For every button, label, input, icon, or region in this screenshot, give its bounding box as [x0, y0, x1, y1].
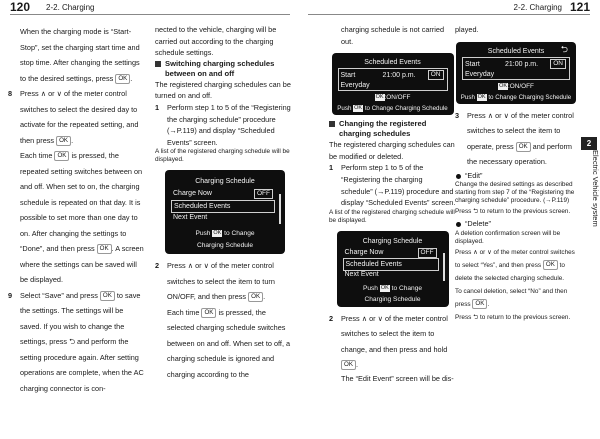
ok-key-icon: OK: [97, 244, 112, 254]
screen-title: Scheduled Events: [487, 47, 545, 55]
screen-row: Next Event: [173, 214, 208, 222]
back-icon: ⮌: [560, 43, 568, 54]
paragraph: nected to the vehicle, charging will be carried out according to the charging schedule settings.: [155, 25, 277, 58]
bullet-edit: “Edit”: [455, 170, 577, 182]
screen-row: Charge Now OFF: [343, 247, 439, 258]
screen-hint: Charging Schedule: [364, 295, 421, 303]
ok-key-icon: OK: [56, 136, 71, 146]
ok-key-icon: OK: [213, 230, 222, 237]
screen-hint: Charging Schedule: [196, 242, 254, 250]
up-arrow-icon: ∧: [473, 248, 478, 256]
paragraph: played.: [455, 25, 479, 34]
back-icon: ⮌: [473, 313, 479, 321]
up-arrow-icon: ∧: [40, 89, 47, 98]
step-3: 3 Press ∧ or ∨ of the meter control switches to select the item to operate, press OK and perform the necessary operation.: [455, 108, 577, 170]
step-number: 9: [8, 290, 13, 300]
screen-title: Charging Schedule: [362, 237, 423, 245]
paragraph: The “Edit Event” screen will be dis-: [341, 373, 454, 383]
meter-screen: [337, 231, 449, 307]
down-arrow-icon: ∨: [56, 89, 62, 98]
screen-hint: Push OK to Change Charging Schedule: [460, 93, 572, 101]
note: Press ⮌ to return to the previous screen.: [455, 208, 571, 216]
meter-screen: [456, 42, 576, 104]
ok-key-icon: OK: [477, 93, 486, 100]
meter-screen: [165, 170, 285, 254]
page-number: 120: [10, 0, 31, 14]
section-title: 2-2. Charging: [513, 3, 562, 12]
screen-hint: Push OK to Change: [362, 284, 423, 292]
step-number: 2: [155, 261, 160, 271]
schedule-entry: Start 21:00 p.m. ON Everyday: [338, 68, 448, 91]
note: Press ∧ or ∨ of the meter control switches to select “Yes”, and then press OK to delete the selected charging schedule.: [455, 248, 575, 282]
ok-key-icon: OK: [115, 74, 130, 84]
on-button: ON: [550, 59, 566, 69]
ok-key-icon: OK: [472, 299, 487, 309]
paragraph: The registered charging schedules can be modified or deleted.: [329, 140, 455, 161]
screen-row-selected: Scheduled Events: [343, 258, 439, 271]
note: A deletion confirmation screen will be displayed.: [455, 229, 561, 245]
step-1: 1 Perform step 1 to 5 of the “Registering the charging schedule” procedure (→P.119) and display “Scheduled Events” screen.: [155, 102, 291, 147]
ok-key-icon: OK: [341, 360, 356, 370]
screen-row-selected: Scheduled Events: [171, 200, 275, 213]
step-number: 3: [455, 110, 460, 120]
column-3: [329, 24, 456, 384]
page-number: 121: [569, 0, 590, 14]
paragraph: Each time OK is pressed, the repeated setting switches between on and off. When set to on, the charging schedule is repeated on that day. It is possible to set more than one day to on. After changing the settings to “Done”, and then press OK . A screen where the settings can be saved will be displayed.: [20, 151, 144, 284]
bullet-dot-icon: [456, 174, 461, 179]
scrollbar: [279, 194, 281, 224]
down-arrow-icon: ∨: [203, 261, 209, 271]
ok-key-icon: OK: [54, 151, 69, 161]
note: Press ⮌ to return to the previous screen.: [455, 313, 571, 321]
scrollbar: [443, 253, 445, 281]
back-icon: ⮌: [69, 337, 75, 346]
screen-title: Scheduled Events: [364, 59, 421, 67]
screen-title: Charging Schedule: [195, 178, 255, 186]
back-icon: ⮌: [473, 208, 479, 216]
ok-key-icon: OK: [248, 292, 263, 302]
up-arrow-icon: ∧: [487, 110, 494, 120]
chapter-label-text: Electric Vehicle system: [591, 150, 600, 227]
meter-screen: [332, 53, 454, 115]
down-arrow-icon: ∨: [377, 313, 383, 323]
on-button: ON: [428, 70, 444, 80]
chapter-label: [592, 150, 600, 270]
off-button: OFF: [254, 189, 273, 199]
step-8: 8 Press ∧ or ∨ of the meter control switches to select the desired day to activate for the repeated setting, and then press OK .: [8, 86, 146, 148]
note: To cancel deletion, select “No” and then press OK .: [455, 287, 568, 308]
ok-key-icon: OK: [100, 291, 115, 301]
down-arrow-icon: ∨: [487, 248, 492, 256]
note: A list of the registered charging schedule will be displayed.: [155, 148, 290, 164]
bullet-dot-icon: [456, 222, 461, 227]
screen-row: Charge Now OFF: [171, 188, 275, 199]
column-1: [8, 24, 146, 396]
header-rule: [10, 14, 290, 15]
square-bullet-icon: [329, 121, 335, 127]
square-bullet-icon: [155, 61, 161, 67]
ok-key-icon: OK: [543, 260, 558, 270]
chapter-tab: 2: [581, 137, 597, 150]
paragraph: Each time OK is pressed, the selected charging schedule switches between on and off. When set to off, a charging schedule is ignored and charging according to the: [167, 307, 291, 379]
step-1: 1 Perform step 1 to 5 of the “Registering the charging schedule” (→P.119) procedure and display “Scheduled Events” screen.: [329, 163, 456, 208]
header-left: [10, 0, 290, 14]
step-2: 2 Press ∧ or ∨ of the meter control switches to select the item to change, and then press and hold OK .: [329, 311, 456, 373]
step-number: 2: [329, 313, 334, 323]
ok-key-icon: OK: [375, 94, 384, 101]
down-arrow-icon: ∨: [503, 110, 509, 120]
step-number: 8: [8, 89, 13, 98]
ok-key-icon: OK: [516, 142, 531, 152]
section-title: 2-2. Charging: [46, 3, 95, 12]
off-button: OFF: [418, 248, 437, 258]
paragraph: charging schedule is not carried out.: [341, 25, 445, 46]
up-arrow-icon: ∧: [361, 313, 368, 323]
schedule-entry: Start 21:00 p.m. ON Everyday: [462, 57, 570, 80]
step-2: 2 Press ∧ or ∨ of the meter control switches to select the item to turn ON/OFF, and then press OK .: [155, 258, 295, 305]
ok-key-icon: OK: [354, 105, 363, 112]
section-heading: Changing the registered charging schedules: [329, 119, 456, 139]
section-heading: Switching charging schedules between on and off: [155, 59, 295, 79]
ok-key-icon: OK: [201, 308, 216, 318]
ok-key-icon: OK: [499, 82, 508, 89]
screen-row: Next Event: [344, 270, 379, 278]
screen-hint: Push OK to Change Charging Schedule: [337, 105, 448, 113]
up-arrow-icon: ∧: [187, 261, 194, 271]
column-4: [455, 24, 577, 324]
ok-key-icon: OK: [380, 284, 389, 291]
paragraph: The registered charging schedules can be turned on and off.: [155, 79, 291, 101]
screen-hint: OK:ON/OFF: [499, 82, 534, 90]
screen-hint: OK:ON/OFF: [375, 94, 411, 102]
note: Change the desired settings as described starting from step 7 of the “Registering the charging schedule” procedure. (→P.119): [455, 181, 575, 205]
paragraph: When the charging mode is “Start-Stop”, set the charging start time and stop time. After changing the settings to the desired settings, press OK .: [20, 27, 140, 83]
header-rule: [308, 14, 590, 15]
screen-hint: Push OK to Change: [195, 230, 255, 238]
header-right: [308, 0, 590, 14]
column-2: [155, 24, 295, 382]
bullet-delete: “Delete”: [455, 218, 577, 230]
step-number: 1: [329, 163, 334, 173]
step-9: 9 Select “Save” and press OK to save the settings. The settings will be saved. If you wish to change the settings, press ⮌ and perform the setting procedure again. After setting operations are complete, when the AC charging connector is con-: [8, 288, 146, 397]
step-number: 1: [155, 102, 160, 112]
note: A list of the registered charging schedule will be displayed.: [329, 208, 455, 224]
